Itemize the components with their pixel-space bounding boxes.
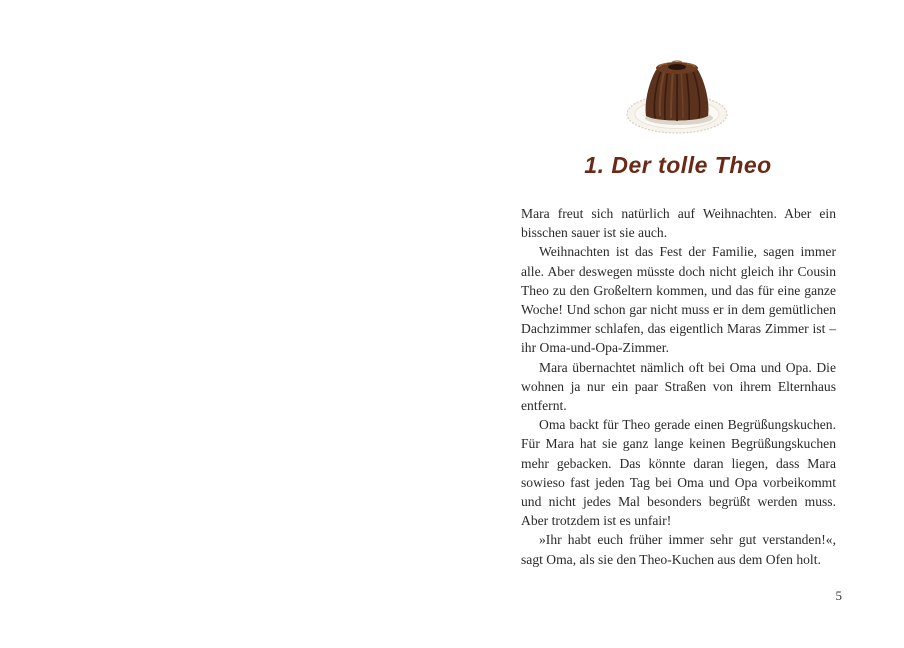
paragraph: Mara freut sich natürlich auf Weihnachten. Aber ein bisschen sauer ist sie auch. [521, 206, 836, 241]
bundt-cake-icon [622, 52, 732, 140]
page-number: 5 [835, 588, 842, 603]
bundt-cake-illustration [622, 52, 732, 140]
chapter-body [521, 204, 836, 569]
paragraph: Weihnachten ist das Fest der Familie, sagen immer alle. Aber deswegen müsste doch nicht gleich ihr Cousin Theo zu den Großeltern kommen, und das für eine ganze Woche! Und schon gar nicht muss er in dem gemütlichen Dachzimmer schlafen, das eigentlich Maras Zimmer ist – ihr Oma-und-Opa-Zimmer. [521, 244, 836, 356]
paragraph: Oma backt für Theo gerade einen Begrüßungskuchen. Für Mara hat sie ganz lange keinen Begrüßungskuchen mehr gebacken. Das könnte daran liegen, dass Mara sowieso fast jeden Tag bei Oma und Opa vorbeikommt und nicht jedes Mal besonders begrüßt werden muss. Aber trotzdem ist es unfair! [521, 417, 836, 529]
chapter-title: 1. Der tolle Theo [584, 152, 772, 178]
paragraph: »Ihr habt euch früher immer sehr gut verstanden!«, sagt Oma, als sie den Theo-Kuchen aus dem Ofen holt. [521, 532, 836, 567]
paragraph: Mara übernachtet nämlich oft bei Oma und Opa. Die wohnen ja nur ein paar Straßen von ihrem Elternhaus entfernt. [521, 359, 836, 414]
right-page [452, 0, 904, 648]
